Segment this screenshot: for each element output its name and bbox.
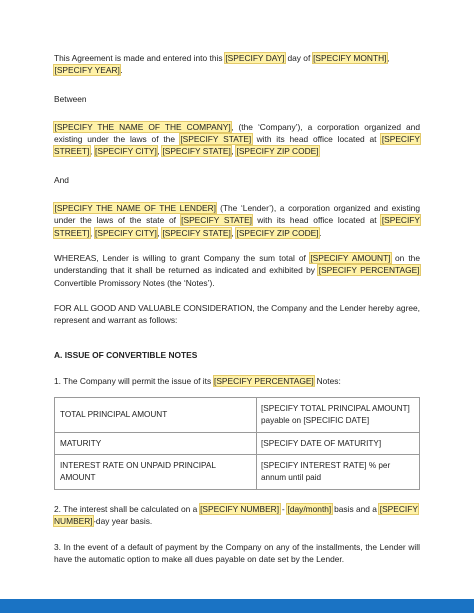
lender-text: (The ‘Lender’), a corporation organized and existing under the laws of the state of <box>54 203 420 226</box>
field-year[interactable]: [SPECIFY YEAR] <box>54 65 120 76</box>
field-lender-zip[interactable]: [SPECIFY ZIP CODE] <box>236 227 319 238</box>
intro-paragraph <box>54 52 420 77</box>
intro-text: . <box>120 65 123 76</box>
field-day[interactable]: [SPECIFY DAY] <box>225 53 285 63</box>
table-label-cell: MATURITY <box>55 433 257 455</box>
clause-1-text: 1. The Company will permit the issue of its <box>54 375 214 386</box>
notes-table <box>54 397 420 490</box>
clause-3: 3. In the event of a default of payment by the Company on any of the installments, the Lender will have the automatic option to make all dues payable on date set by the Lender. <box>54 541 420 564</box>
whereas-text: on the understanding that it shall be returned as indicated and exhibited by <box>54 252 420 276</box>
company-text: , (the ‘Company’), a corporation organized and existing under the laws of the <box>54 121 420 145</box>
clause-2-text: - <box>279 504 287 515</box>
field-company-street[interactable]: [SPECIFY STREET] <box>54 134 420 157</box>
field-company-state[interactable]: [SPECIFY STATE] <box>180 134 252 145</box>
table-row <box>55 455 420 490</box>
whereas-text: WHEREAS, Lender is willing to grant Company the sum total of <box>54 252 310 263</box>
footer-bar <box>0 599 474 613</box>
lender-text: . <box>319 227 322 238</box>
intro-text: , <box>386 53 390 63</box>
field-amount[interactable]: [SPECIFY AMOUNT] <box>310 252 391 263</box>
clause-2-text: -day year basis. <box>93 516 153 527</box>
field-company-zip[interactable]: [SPECIFY ZIP CODE] <box>236 146 319 157</box>
consideration-paragraph: FOR ALL GOOD AND VALUABLE CONSIDERATION, the Company and the Lender hereby agree, represent and warrant as follows: <box>54 302 420 326</box>
field-lender-state-2[interactable]: [SPECIFY STATE] <box>162 227 231 238</box>
field-lender-name[interactable]: [SPECIFY THE NAME OF THE LENDER] <box>54 203 216 214</box>
section-heading-a: A. ISSUE OF CONVERTIBLE NOTES <box>54 350 198 361</box>
clause-2-text: 2. The interest shall be calculated on a <box>54 504 200 515</box>
table-label-cell: TOTAL PRINCIPAL AMOUNT <box>55 398 257 433</box>
table-value-cell[interactable]: [SPECIFY INTEREST RATE] % per annum until paid <box>257 455 420 490</box>
field-notes-percentage[interactable]: [SPECIFY PERCENTAGE] <box>214 375 314 386</box>
lender-text: , <box>231 227 237 238</box>
field-percentage[interactable]: [SPECIFY PERCENTAGE] <box>318 265 420 276</box>
lender-text: with its head office located at <box>252 215 382 226</box>
field-month[interactable]: [SPECIFY MONTH] <box>313 53 387 63</box>
field-company-city[interactable]: [SPECIFY CITY] <box>95 146 157 157</box>
clause-2 <box>54 503 420 528</box>
whereas-text: Convertible Promissory Notes (the ‘Notes’). <box>54 277 215 288</box>
table-value-cell[interactable]: [SPECIFY DATE OF MATURITY] <box>257 433 420 455</box>
field-company-state-2[interactable]: [SPECIFY STATE] <box>162 146 231 157</box>
clause-2-text: basis and a <box>331 504 380 515</box>
company-text: , <box>231 146 237 157</box>
table-label-cell: INTEREST RATE ON UNPAID PRINCIPAL AMOUNT <box>55 455 257 490</box>
table-value-cell[interactable]: [SPECIFY TOTAL PRINCIPAL AMOUNT] payable on [SPECIFIC DATE] <box>257 398 420 433</box>
company-text: , <box>89 146 95 157</box>
field-company-name[interactable]: [SPECIFY THE NAME OF THE COMPANY] <box>54 121 231 132</box>
field-year-basis-number[interactable]: [SPECIFY NUMBER] <box>54 504 418 527</box>
field-day-month[interactable]: [day/month] <box>287 504 332 515</box>
company-text: with its head office located at <box>251 134 382 145</box>
lender-text: , <box>89 227 95 238</box>
intro-text: day of <box>285 53 313 63</box>
table-row <box>55 398 420 433</box>
company-paragraph <box>54 121 420 158</box>
intro-text: This Agreement is made and entered into this <box>54 53 225 63</box>
lender-text: , <box>157 227 162 238</box>
clause-1-text: Notes: <box>314 375 341 386</box>
document-body <box>54 52 420 565</box>
company-text: , <box>157 146 162 157</box>
between-label: Between <box>54 93 87 104</box>
table-row <box>55 433 420 455</box>
lender-paragraph <box>54 202 420 239</box>
whereas-paragraph <box>54 252 420 289</box>
field-lender-street[interactable]: [SPECIFY STREET] <box>54 215 420 238</box>
field-lender-state[interactable]: [SPECIFY STATE] <box>181 215 252 226</box>
clause-1 <box>54 375 420 387</box>
and-label: And <box>54 174 69 185</box>
field-calc-number[interactable]: [SPECIFY NUMBER] <box>200 504 280 515</box>
field-lender-city[interactable]: [SPECIFY CITY] <box>95 227 157 238</box>
